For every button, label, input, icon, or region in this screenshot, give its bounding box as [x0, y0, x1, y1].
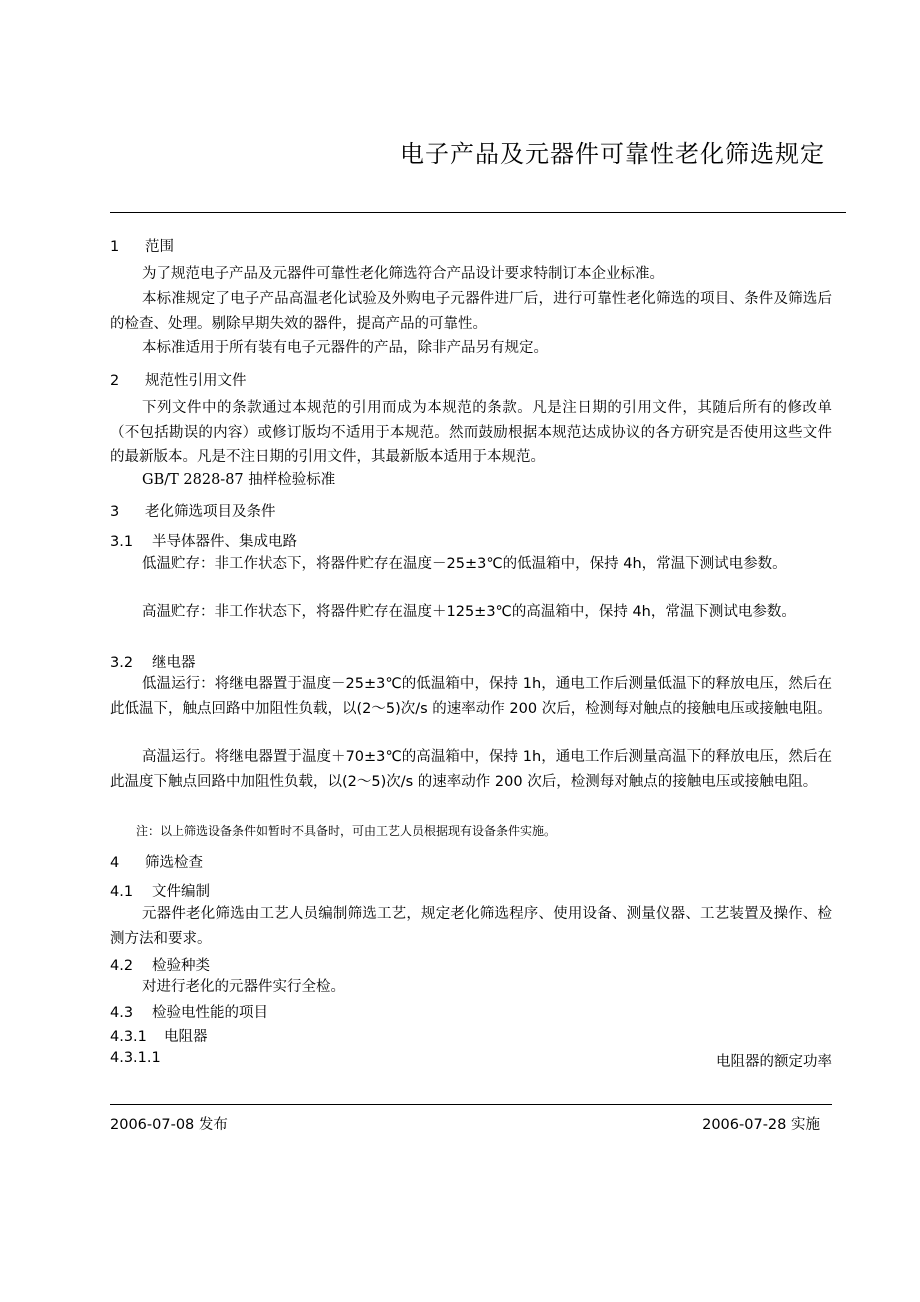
section-title: 筛选检查: [145, 855, 203, 871]
paragraph: 本标准适用于所有装有电子元器件的产品，除非产品另有规定。: [142, 340, 548, 356]
subsection-heading: [110, 880, 210, 901]
section-number: 3.2: [110, 655, 134, 671]
section-heading: [110, 851, 203, 872]
subsection-heading: [110, 1001, 268, 1022]
section-title: 范围: [145, 239, 174, 255]
section-number: 2: [110, 373, 120, 389]
section-number: 4: [110, 855, 120, 871]
section-heading: [110, 235, 174, 256]
paragraph: 本标准规定了电子产品高温老化试验及外购电子元器件进厂后，进行可靠性老化筛选的项目、条件及筛选后的检查、处理。剔除早期失效的器件，提高产品的可靠性。: [110, 291, 832, 332]
section-number: 4.3: [110, 1005, 134, 1021]
paragraph: 高温贮存：非工作状态下，将器件贮存在温度＋125±3℃的高温箱中，保持 4h，常温下测试电参数。: [142, 604, 796, 620]
section-number: 3.1: [110, 534, 134, 550]
subsection-heading: [110, 1025, 208, 1046]
section-title: 规范性引用文件: [145, 373, 247, 389]
section-title: 检验电性能的项目: [152, 1005, 268, 1021]
section-title: 电阻器: [164, 1029, 208, 1045]
paragraph: 元器件老化筛选由工艺人员编制筛选工艺，规定老化筛选程序、使用设备、测量仪器、工艺装置及操作、检测方法和要求。: [110, 906, 832, 947]
clause-title: 电阻器的额定功率: [716, 1054, 832, 1070]
subsection-heading: [110, 530, 297, 551]
effective-date: 2006-07-28 实施: [702, 1117, 820, 1133]
publish-date: 2006-07-08 发布: [110, 1117, 228, 1133]
page-title: 电子产品及元器件可靠性老化筛选规定: [400, 140, 825, 168]
section-title: 检验种类: [152, 958, 210, 974]
section-heading: [110, 500, 276, 521]
section-number: 4.1: [110, 884, 134, 900]
section-heading: [110, 369, 247, 390]
paragraph: 高温运行。将继电器置于温度＋70±3℃的高温箱中，保持 1h，通电工作后测量高温下的释放电压，然后在此温度下触点回路中加阻性负载，以(2～5)次/s 的速率动作 200 次后，检测每对触点的接触电压或接触电阻。: [110, 749, 832, 790]
section-number: 4.2: [110, 958, 134, 974]
paragraph: 低温运行：将继电器置于温度－25±3℃的低温箱中，保持 1h，通电工作后测量低温下的释放电压，然后在此低温下，触点回路中加阻性负载，以(2～5)次/s 的速率动作 200 次后，检测每对触点的接触电压或接触电阻。: [110, 676, 832, 717]
section-number: 3: [110, 504, 120, 520]
subsection-heading: [110, 651, 196, 672]
section-number: 4.3.1: [110, 1029, 147, 1045]
section-number: 1: [110, 239, 120, 255]
reference-item: GB/T 2828-87 抽样检验标准: [142, 472, 336, 488]
section-title: 文件编制: [152, 884, 210, 900]
paragraph: 低温贮存：非工作状态下，将器件贮存在温度－25±3℃的低温箱中，保持 4h，常温下测试电参数。: [142, 556, 787, 572]
subsection-heading: [110, 954, 210, 975]
section-title: 老化筛选项目及条件: [145, 504, 276, 520]
paragraph: 对进行老化的元器件实行全检。: [142, 979, 345, 995]
note: 注：以上筛选设备条件如暂时不具备时，可由工艺人员根据现有设备条件实施。: [136, 824, 557, 838]
section-title: 继电器: [152, 655, 196, 671]
section-title: 半导体器件、集成电路: [152, 534, 297, 550]
header-divider: [110, 212, 846, 213]
paragraph: 下列文件中的条款通过本规范的引用而成为本规范的条款。凡是注日期的引用文件，其随后所有的修改单（不包括勘误的内容）或修订版均不适用于本规范。然而鼓励根据本规范达成协议的各方研究是否使用这些文件的最新版本。凡是不注日期的引用文件，其最新版本适用于本规范。: [110, 400, 832, 466]
footer-divider: [110, 1104, 832, 1105]
clause-number: 4.3.1.1: [110, 1050, 161, 1066]
paragraph: 为了规范电子产品及元器件可靠性老化筛选符合产品设计要求特制订本企业标准。: [142, 266, 664, 282]
